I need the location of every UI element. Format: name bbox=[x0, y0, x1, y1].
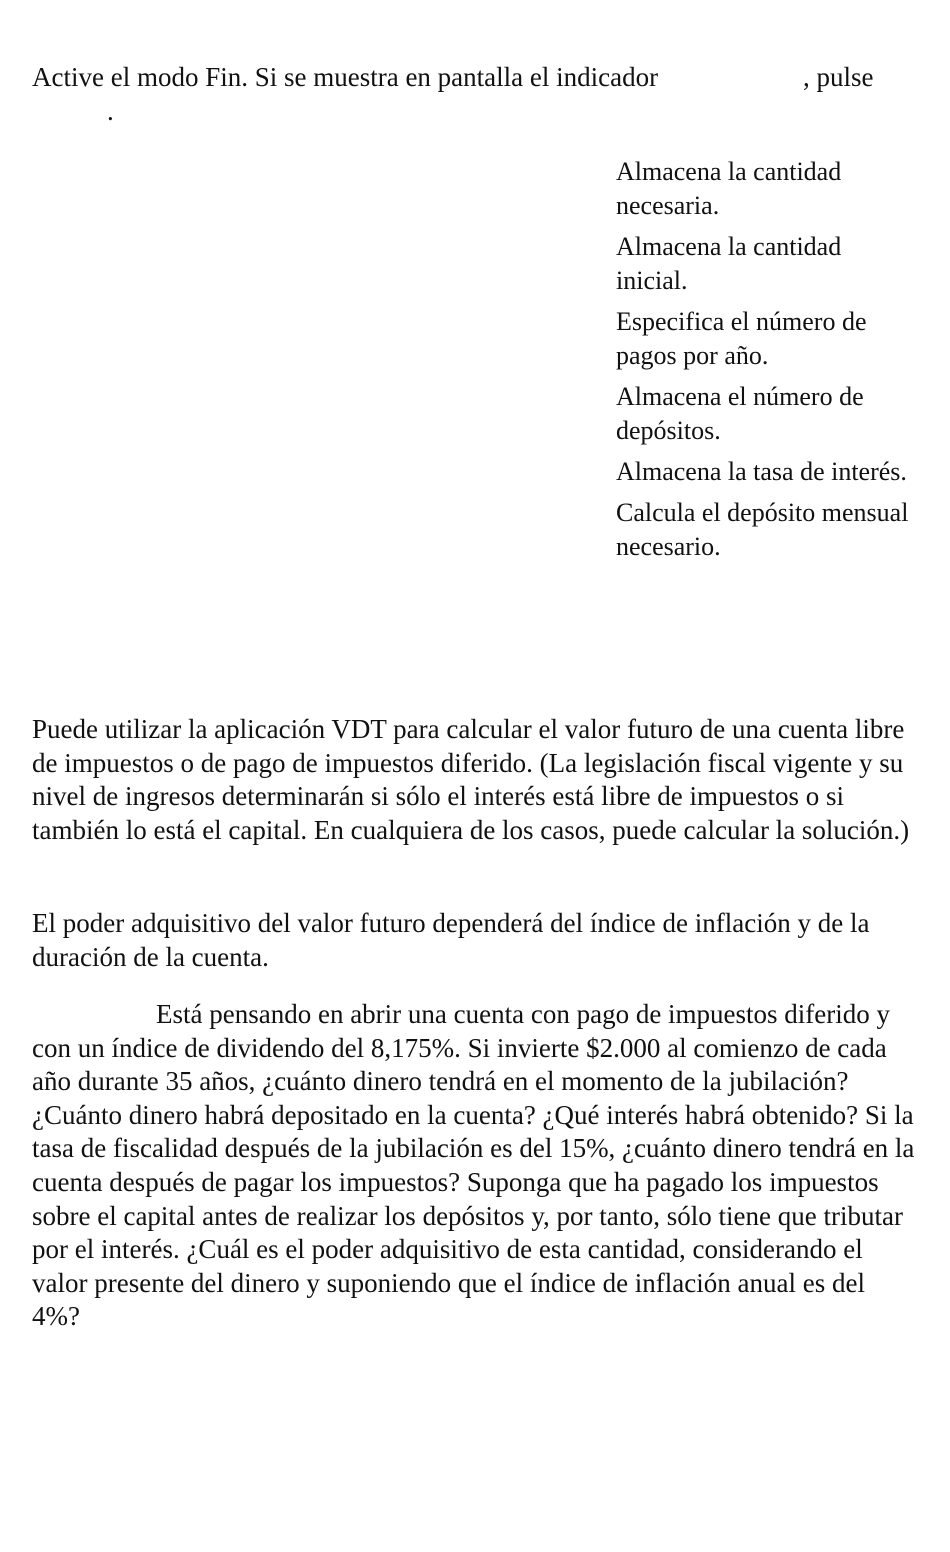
intro-trailing-dot: . bbox=[107, 96, 114, 126]
step-description: Almacena el número de depósitos. bbox=[616, 382, 864, 445]
paragraph-tax-deferred-intro: Puede utilizar la aplicación VDT para calcular el valor futuro de una cuenta libre de impuestos o de pago de impuestos diferido. (La legislación fiscal vigente y su nivel de ingresos determinarán si sólo el interés está libre de impuestos o si también lo está el capital. En cualquiera de los casos, puede calcular la solución.) bbox=[32, 714, 910, 845]
step-description: Especifica el número de pagos por año. bbox=[616, 307, 867, 370]
step-description: Almacena la tasa de interés. bbox=[616, 457, 907, 486]
step-description-list bbox=[616, 155, 916, 571]
intro-text-ending: , pulse bbox=[803, 62, 874, 92]
intro-text: Active el modo Fin. Si se muestra en pantalla el indicador bbox=[32, 62, 659, 92]
step-description: Almacena la cantidad inicial. bbox=[616, 232, 842, 295]
step-description: Almacena la cantidad necesaria. bbox=[616, 157, 842, 220]
paragraph-example-problem: Está pensando en abrir una cuenta con pago de impuestos diferido y con un índice de dividendo del 8,175%. Si invierte $2.000 al comienzo de cada año durante 35 años, ¿cuánto dinero tendrá en el momento de la jubilación? ¿Cuánto dinero habrá depositado en la cuenta? ¿Qué interés habrá obtenido? Si la tasa de fiscalidad después de la jubilación es del 15%, ¿cuánto dinero tendrá en la cuenta después de pagar los impuestos? Suponga que ha pagado los impuestos sobre el capital antes de realizar los depósitos y, por tanto, sólo tiene que tributar por el interés. ¿Cuál es el poder adquisitivo de esta cantidad, considerando el valor presente del dinero y suponiendo que el índice de inflación anual es del 4%? bbox=[32, 999, 915, 1332]
paragraph-purchasing-power: El poder adquisitivo del valor futuro dependerá del índice de inflación y de la duración de la cuenta. bbox=[32, 908, 870, 972]
step-description: Calcula el depósito mensual necesario. bbox=[616, 498, 909, 561]
